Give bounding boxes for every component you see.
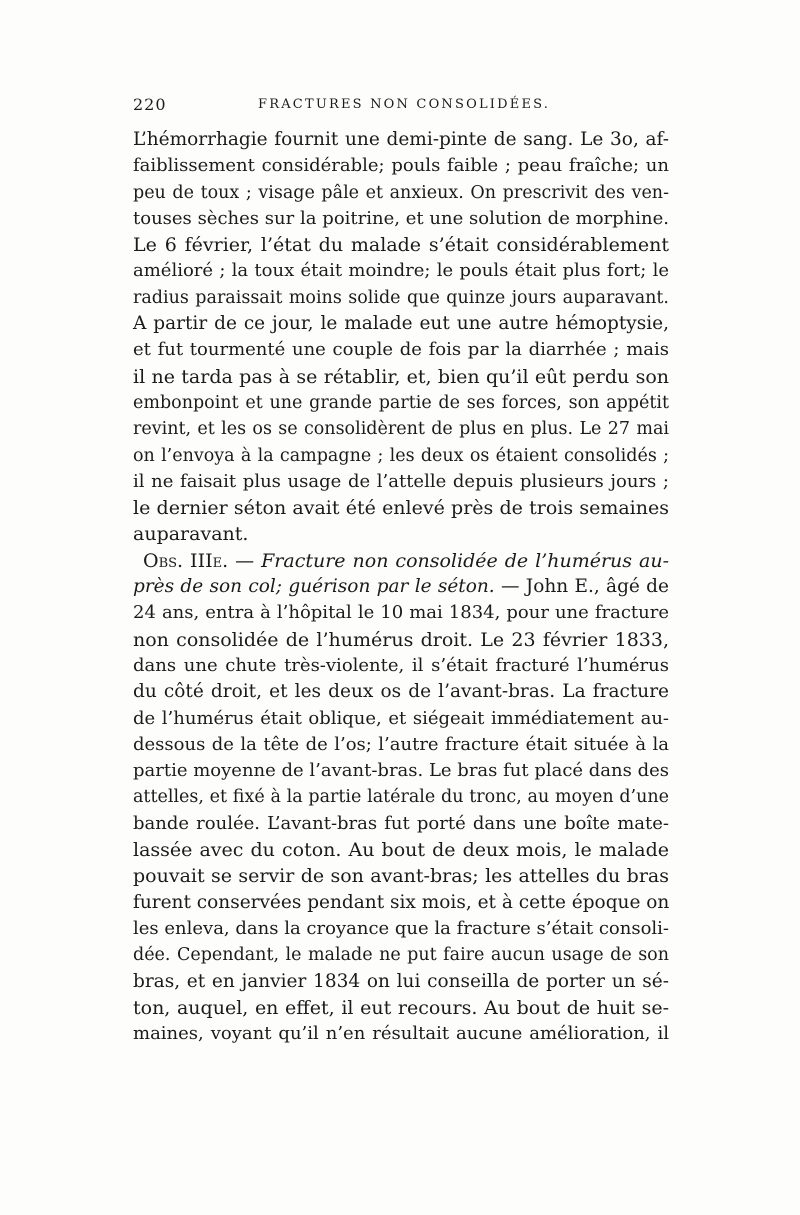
text-line: A partir de ce jour, le malade eut une autre hémoptysie,	[133, 313, 669, 335]
running-head	[133, 95, 669, 119]
text-line: attelles, et fixé à la partie latérale du tronc, au moyen d’une	[133, 787, 669, 808]
page-number: 220	[133, 95, 167, 114]
text-line: revint, et les os se consolidèrent de plus en plus. Le 27 mai	[133, 419, 669, 440]
text-line: lassée avec du coton. Au bout de deux mois, le malade	[133, 839, 669, 862]
text-line: faiblissement considérable; pouls faible ; peau fraîche; un	[133, 155, 669, 177]
text-line: le dernier séton avait été enlevé près de trois semaines	[133, 497, 669, 520]
observation-title: près de son col; guérison par le séton.	[133, 576, 495, 598]
text-line: pouvait se servir de son avant-bras; les attelles du bras	[133, 865, 669, 888]
text-line: bande roulée. L’avant-bras fut porté dans une boîte mate-	[133, 812, 669, 834]
text-line: 24 ans, entra à l’hôpital le 10 mai 1834, pour une fracture	[133, 602, 669, 624]
text-line: dessous de la tête de l’os; l’autre fracture était située à la	[133, 733, 669, 755]
text-line: on l’envoya à la campagne ; les deux os étaient consolidés ;	[133, 445, 669, 466]
text-line: il ne tarda pas à se rétablir, et, bien qu’il eût perdu son	[133, 365, 669, 388]
text-line: du côté droit, et les deux os de l’avant-bras. La fracture	[133, 681, 669, 703]
text-line: dans une chute très-violente, il s’était fracturé l’humérus	[133, 654, 669, 676]
text-line: peu de toux ; visage pâle et anxieux. On prescrivit des ven-	[133, 182, 669, 203]
text-line: dée. Cependant, le malade ne put faire aucun usage de son	[133, 945, 669, 966]
observation-heading-line	[133, 548, 669, 574]
text-line: embonpoint et une grande partie de ses forces, son appétit	[133, 392, 669, 413]
text-line: Le 6 février, l’état du malade s’était considérablement	[133, 234, 669, 257]
text-line: les enleva, dans la croyance que la fracture s’était consoli-	[133, 917, 669, 939]
running-title: FRACTURES NON CONSOLIDÉES.	[258, 97, 551, 112]
text-line: radius paraissait moins solide que quinze jours auparavant.	[133, 287, 669, 308]
text-line: amélioré ; la toux était moindre; le pouls était plus fort; le	[133, 260, 669, 282]
text-line: non consolidée de l’humérus droit. Le 23 février 1833,	[133, 628, 669, 651]
observation-heading-line: près de son col; guérison par le séton. — John E., âgé de	[133, 576, 669, 598]
text-line: partie moyenne de l’avant-bras. Le bras fut placé dans des	[133, 760, 670, 782]
text-line: ton, auquel, en effet, il eut recours. Au bout de huit se-	[133, 996, 669, 1019]
text-line: il ne faisait plus usage de l’attelle depuis plusieurs jours ;	[133, 470, 669, 492]
text-line: bras, et en janvier 1834 on lui conseilla de porter un sé-	[133, 970, 669, 992]
text-line: furent conservées pendant six mois, et à cette époque on	[133, 891, 670, 913]
text-line: auparavant.	[133, 523, 249, 546]
text-line: touses sèches sur la poitrine, et une solution de morphine.	[133, 207, 669, 229]
text-line: L’hémorrhagie fournit une demi-pinte de sang. Le 3o, af-	[133, 129, 669, 150]
text-line: maines, voyant qu’il n’en résultait aucune amélioration, il	[133, 1023, 669, 1045]
body-text	[133, 127, 669, 1047]
observation-title: Fracture non consolidée de l’humérus au-	[261, 549, 670, 572]
observation-label: Obs. IIIe. —	[143, 549, 255, 572]
text-line: et fut tourmenté une couple de fois par la diarrhée ; mais	[133, 339, 669, 361]
text-line: de l’humérus était oblique, et siégeait immédiatement au-	[133, 707, 669, 729]
